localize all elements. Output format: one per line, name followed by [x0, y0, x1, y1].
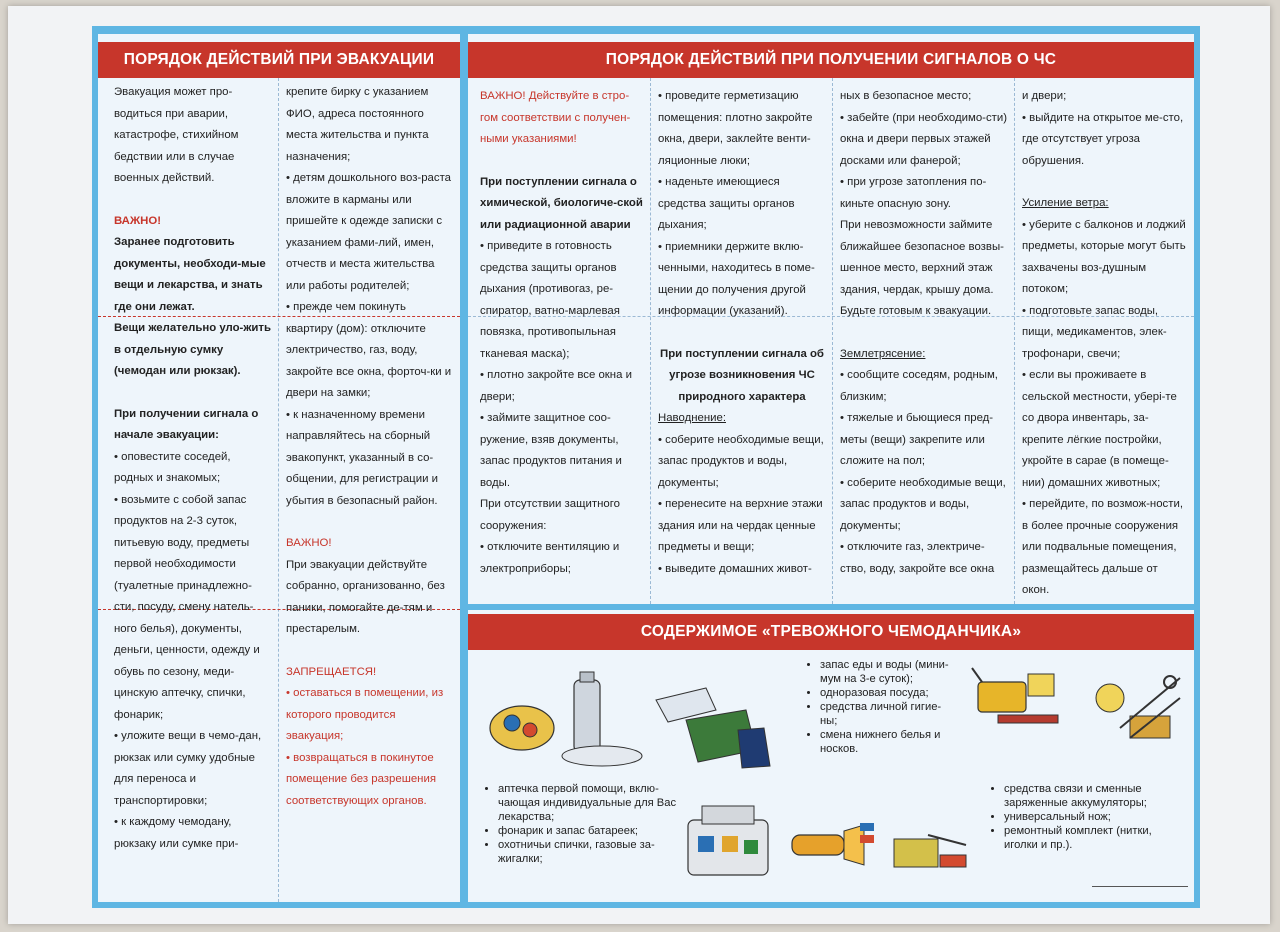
chem-bio-rad-heading: При поступлении сигнала о химической, биологиче-ской или радиационной аварии: [480, 175, 643, 231]
earthquake-heading: Землетрясение:: [840, 347, 926, 360]
kit-item: • средства связи и сменные заряженные аккумуляторы;: [1004, 782, 1180, 810]
signals-item: • займите защитное соо-ружение, взяв документы, запас продуктов питания и воды.: [480, 412, 622, 489]
signals-item: и двери;: [1022, 90, 1067, 102]
evac-item: • оповестите соседей, родных и знакомых;: [114, 450, 231, 484]
column-divider: [1014, 78, 1015, 604]
kit-item: • универсальный нож;: [1004, 810, 1180, 824]
evacuation-title: ПОРЯДОК ДЕЙСТВИЙ ПРИ ЭВАКУАЦИИ: [98, 42, 460, 78]
signals-item: • проведите герметизацию помещения: плотно закройте окна, двери, заклейте венти-ляционные люки;: [658, 90, 813, 167]
signals-column-4: [1022, 86, 1188, 604]
signals-item: • забейте (при необходимо-сти) окна и двери первых этажей досками или фанерой;: [840, 111, 1008, 167]
column-divider: [278, 78, 279, 902]
evac-forbidden-item: • оставаться в помещении, из которого проводится эвакуация;: [286, 687, 444, 742]
evacuation-panel: [98, 34, 460, 902]
signals-item: • перенесите на верхние этажи здания или на чердак ценные предметы и вещи;: [658, 498, 823, 553]
signals-item: • отключите вентиляцию и электроприборы;: [480, 541, 620, 575]
evac-item: • к назначенному времени направляйтесь на сборный эвакопункт, указанный в со-общении, для регистрации и убытия в безопасный район.: [286, 408, 438, 507]
evac-important-label-2: ВАЖНО!: [286, 537, 332, 549]
natural-threat-heading: При поступлении сигнала об угрозе возникновения ЧС природного характера: [660, 347, 824, 403]
wind-heading: Усиление ветра:: [1022, 197, 1109, 209]
signals-column-2: [658, 86, 826, 604]
signals-item: • соберите необходимые вещи, запас продуктов и воды, документы;: [840, 476, 1006, 532]
evac-item: • возьмите с собой запас продуктов на 2-3 суток, питьевую воду, предметы первой необходимости (туалетные принадлежно-сти, посуду, смену натель-ного белья), документы, деньги, ценности, одежду и обувь по сезону, меди-цинскую аптечку, спички, фонарик;: [114, 493, 260, 721]
evac-item: • детям дошкольного воз-раста вложите в карманы или пришейте к одежде записки с указанием фами-лий, имен, отчеств и места жительства или работы родителей;: [286, 172, 451, 292]
signals-item: • уберите с балконов и лоджий предметы, которые могут быть захвачены воз-душным потоком;: [1022, 218, 1186, 295]
signals-item: ных в безопасное место;: [840, 90, 972, 102]
signals-item: • тяжелые и бьющиеся пред-меты (вещи) закрепите или сложите на пол;: [840, 412, 994, 467]
signals-item: • приемники держите вклю-ченными, находитесь в поме-щении до получения другой информации (указаний).: [658, 240, 815, 317]
first-aid-kit-illustration: [678, 800, 778, 890]
kit-list-tools: [990, 782, 1180, 862]
evac-item: • прежде чем покинуть квартиру (дом): отключите электричество, газ, воду, закройте все окна, форточ-ки и двери на замки;: [286, 301, 452, 399]
kit-item: • охотничьи спички, газовые за-жигалки;: [498, 838, 684, 866]
evac-rule-text: При эвакуации действуйте собранно, организованно, без паники, помогайте де-тям и престарелым.: [286, 558, 445, 635]
evacuation-column-2: [286, 82, 454, 902]
signals-title: ПОРЯДОК ДЕЙСТВИЙ ПРИ ПОЛУЧЕНИИ СИГНАЛОВ О ЧС: [468, 42, 1194, 78]
kit-title: СОДЕРЖИМОЕ «ТРЕВОЖНОГО ЧЕМОДАНЧИКА»: [468, 614, 1194, 650]
matches-illustration: [888, 825, 978, 885]
kit-item: • фонарик и запас батареек;: [498, 824, 684, 838]
kit-item: • одноразовая посуда;: [820, 686, 956, 700]
evac-signal-heading: При получении сигнала о начале эвакуации:: [114, 407, 259, 441]
radio-illustration: [968, 660, 1068, 750]
evacuation-column-1: [114, 82, 272, 902]
kit-item: • средства личной гигие-ны;: [820, 700, 956, 728]
kit-item: • аптечка первой помощи, вклю-чающая индивидуальные для Вас лекарства;: [498, 782, 684, 824]
signals-item: • сообщите соседям, родным, близким;: [840, 369, 998, 403]
evac-forbidden-item: • возвращаться в покинутое помещение без разрешения соответствующих органов.: [286, 751, 436, 807]
signals-item: • наденьте имеющиеся средства защиты органов дыхания;: [658, 176, 795, 231]
evac-item: • уложите вещи в чемо-дан, рюкзак или сумку удобные для переноса и транспортировки;: [114, 730, 262, 807]
clothes-illustration: [646, 670, 776, 770]
evac-bag-text: Вещи желательно уло-жить в отдельную сумку (чемодан или рюкзак).: [114, 322, 272, 377]
evac-forbidden-label: ЗАПРЕЩАЕТСЯ!: [286, 665, 377, 678]
kit-item: • смена нижнего белья и носков.: [820, 728, 956, 756]
kit-item: • запас еды и воды (мини-мум на 3-е суток);: [820, 658, 956, 686]
kit-panel: [468, 610, 1194, 902]
signals-item: • плотно закройте все окна и двери;: [480, 369, 632, 403]
signals-item: • соберите необходимые вещи, запас продуктов и воды, документы;: [658, 433, 824, 489]
kit-list-medicine: [484, 782, 684, 872]
evac-prepare-text: Заранее подготовить документы, необходи-мые вещи и лекарства, и знать где они лежат.: [114, 236, 266, 313]
column-divider: [650, 78, 651, 604]
signals-panel: [468, 34, 1194, 604]
no-shelter-heading: При отсутствии защитного сооружения:: [480, 498, 620, 532]
signals-important: ВАЖНО! Действуйте в стро-гом соответствии с получен-ными указаниями!: [480, 90, 631, 145]
kit-list-food: [806, 658, 956, 755]
repair-kit-illustration: [1080, 658, 1186, 768]
signals-item: • при угрозе затопления по-киньте опасную зону.: [840, 176, 987, 210]
food-supplies-illustration: [482, 668, 672, 778]
signals-item: • выйдите на открытое ме-сто, где отсутствует угроза обрушения.: [1022, 111, 1184, 167]
signals-item: • перейдите, по возмож-ности, в более прочные сооружения или подвальные помещения, размещайтесь дальше от окон.: [1022, 498, 1183, 596]
evac-item: крепите бирку с указанием ФИО, адреса постоянного места жительства и пункта назначения;: [286, 86, 429, 163]
high-ground-text: При невозможности займите ближайшее безопасное возвы-шенное место, верхний этаж здания, чердак, крышу дома. Будьте готовым к эвакуации.: [840, 219, 1004, 317]
signals-column-3: [840, 86, 1008, 604]
evac-intro: Эвакуация может про-водиться при аварии, катастрофе, стихийном бедствии или в случае военных действий.: [114, 86, 239, 184]
signals-item: • подготовьте запас воды, пищи, медикаментов, элек-трофонари, свечи;: [1022, 304, 1167, 360]
flashlight-illustration: [784, 815, 884, 875]
evac-important-label: ВАЖНО!: [114, 214, 162, 227]
signals-item: • приведите в готовность средства защиты органов дыхания (противогаз, ре-спиратор, ватно-марлевая повязка, противопыльная тканевая маска);: [480, 240, 620, 360]
signals-item: • если вы проживаете в сельской местности, уберi-те со двора инвентарь, за-крепите лёгкие постройки, укройте в сарае (в помеще-нии) домашних животных;: [1022, 369, 1177, 489]
kit-item: • ремонтный комплект (нитки, иголки и пр.).: [1004, 824, 1180, 852]
signals-column-1: [480, 86, 644, 604]
poster-frame: [92, 26, 1200, 908]
column-divider: [832, 78, 833, 604]
flood-heading: Наводнение:: [658, 412, 726, 424]
evac-item: • к каждому чемодану, рюкзаку или сумке при-: [114, 816, 239, 850]
signals-item: • отключите газ, электриче-ство, воду, закройте все окна: [840, 541, 995, 575]
signals-item: • выведите домашних живот-: [658, 562, 812, 575]
